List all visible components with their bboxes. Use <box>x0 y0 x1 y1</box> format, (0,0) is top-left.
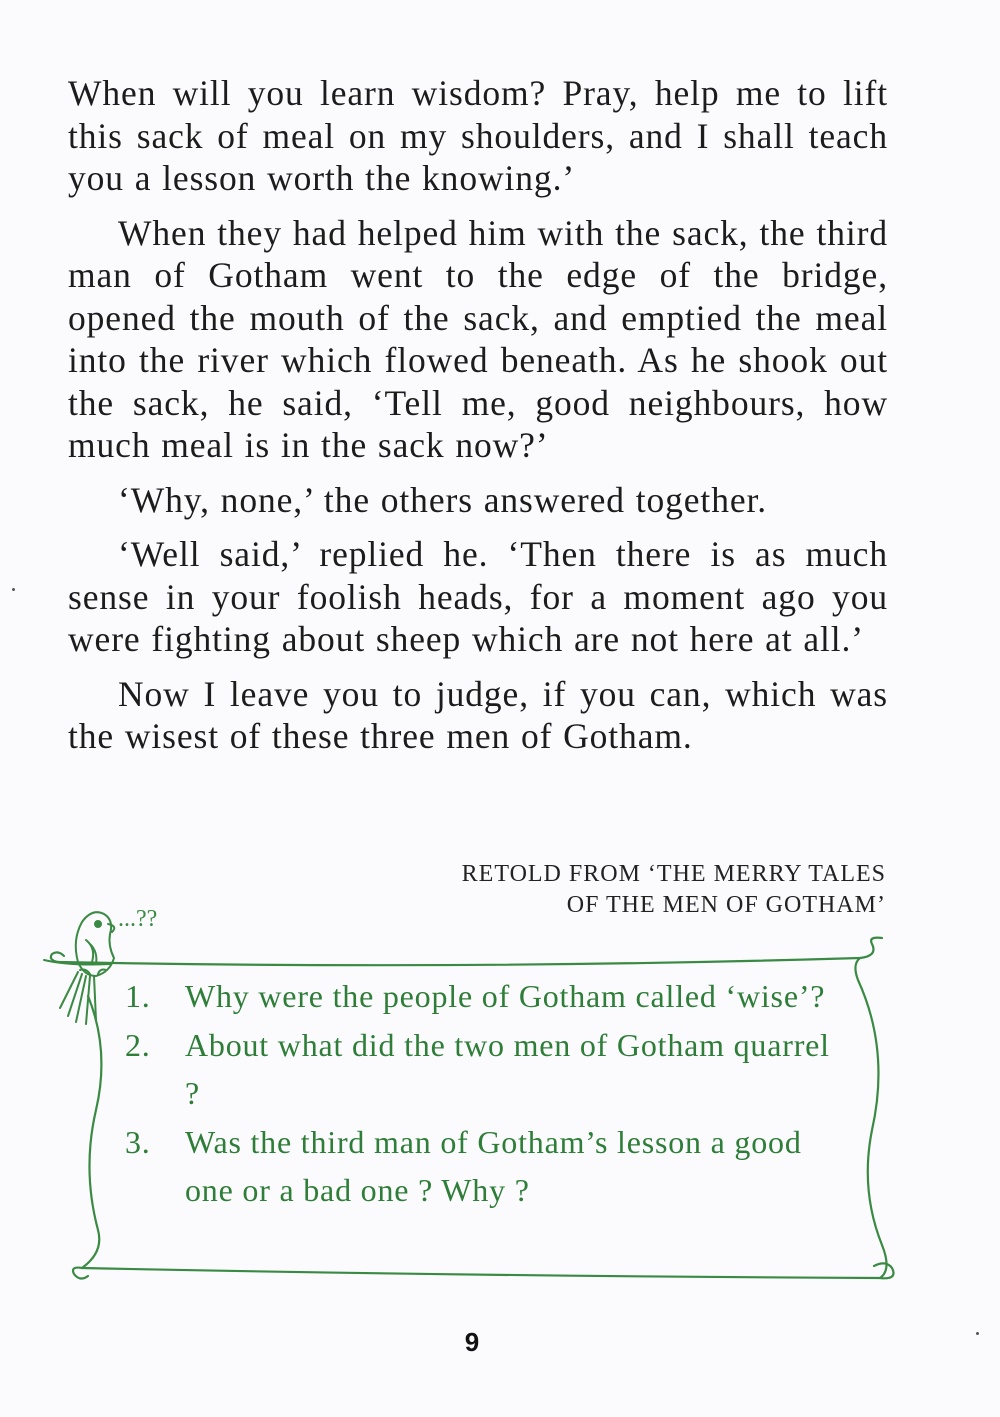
question-item <box>125 972 845 1021</box>
credit-line: OF THE MEN OF GOTHAM’ <box>566 892 886 918</box>
story-paragraph: ‘Well said,’ replied he. ‘Then there is as much sense in your foolish heads, for a moment ago you were fighting about sheep which are not here at all.’ <box>68 534 888 659</box>
story-paragraph: Now I leave you to judge, if you can, which was the wisest of these three men of Gotham. <box>68 673 888 756</box>
paper-speck <box>976 1332 979 1335</box>
question-item <box>125 1118 845 1215</box>
story-paragraph: ‘Why, none,’ the others answered together. <box>118 479 768 520</box>
thinking-bird-icon <box>44 912 114 1024</box>
story-text <box>68 72 888 758</box>
page-number: 9 <box>464 1327 480 1357</box>
question-number: 1. <box>125 978 151 1014</box>
paper-speck <box>12 588 15 591</box>
story-paragraph: When will you learn wisdom? Pray, help me to lift this sack of meal on my shoulders, and I shall teach you a lesson worth the knowing.’ <box>68 73 888 198</box>
story-paragraph: When they had helped him with the sack, the third man of Gotham went to the edge of the bridge, opened the mouth of the sack, and emptied the meal into the river which flowed beneath. As he shook out the sack, he said, ‘Tell me, good neighbours, how much meal is in the sack now?’ <box>68 212 888 465</box>
question-item <box>125 1021 845 1118</box>
bird-thought-marks: ...?? <box>118 906 158 932</box>
question-text: Why were the people of Gotham called ‘wise’? <box>185 978 826 1014</box>
credit-line: RETOLD FROM ‘THE MERRY TALES <box>461 861 886 887</box>
question-number: 3. <box>125 1123 151 1160</box>
question-number: 2. <box>125 1026 151 1063</box>
question-text: Was the third man of Gotham’s lesson a good one or a bad one ? Why ? <box>185 1123 802 1208</box>
questions-list <box>125 972 845 1215</box>
question-text: About what did the two men of Gotham quarrel ? <box>185 1026 830 1111</box>
